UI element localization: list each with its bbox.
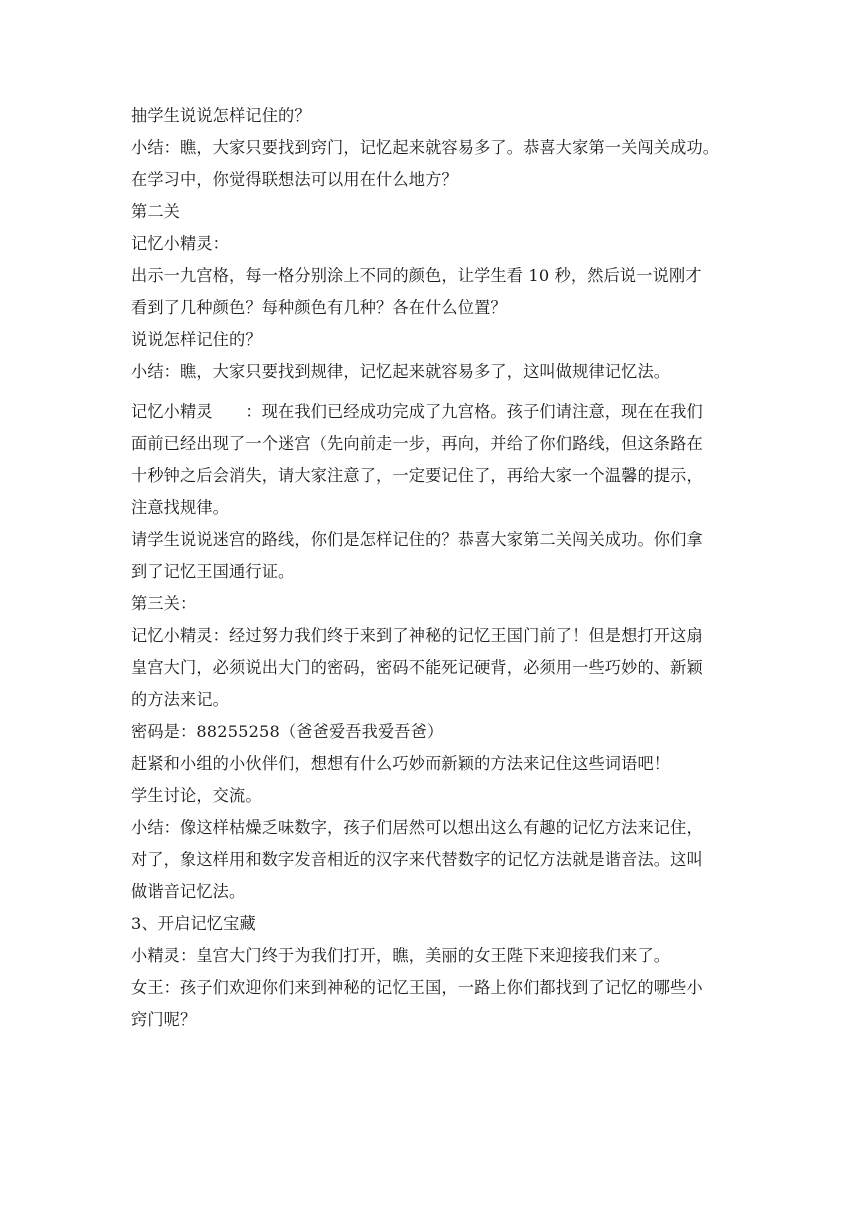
paragraph-line: 做谐音记忆法。 [131,882,246,901]
paragraph-line: 面前已经出现了一个迷宫（先向前走一步，再向，并给了你们路线，但这条路在 [131,434,703,453]
paragraph-line: 注意找规律。 [131,498,230,517]
paragraph-line: 在学习中，你觉得联想法可以用在什么地方？ [131,170,458,189]
paragraph-line: 十秒钟之后会消失，请大家注意了，一定要记住了，再给大家一个温馨的提示， [131,466,703,485]
paragraph-line: 赶紧和小组的小伙伴们，想想有什么巧妙而新颖的方法来记住这些词语吧！ [131,754,671,773]
paragraph-line: 说说怎样记住的？ [131,330,262,349]
paragraph-line: 小结：瞧，大家只要找到规律，记忆起来就容易多了，这叫做规律记忆法。 [131,362,671,381]
paragraph-line: 看到了几种颜色？每种颜色有几种？各在什么位置？ [131,298,507,317]
paragraph-line: 女王：孩子们欢迎你们来到神秘的记忆王国，一路上你们都找到了记忆的哪些小 [131,978,703,997]
paragraph-line: 窍门呢？ [131,1010,197,1029]
paragraph-line: 记忆小精灵：经过努力我们终于来到了神秘的记忆王国门前了！但是想打开这扇 [131,626,703,645]
paragraph-line: 的方法来记。 [131,690,230,709]
paragraph-line: 小精灵：皇宫大门终于为我们打开，瞧，美丽的女王陛下来迎接我们来了。 [131,946,671,965]
paragraph-line: 学生讨论，交流。 [131,786,262,805]
paragraph-line: 小结：瞧，大家只要找到窍门，记忆起来就容易多了。恭喜大家第一关闯关成功。 [131,138,720,157]
section-heading: 第二关 [131,202,181,221]
paragraph-line: 请学生说说迷宫的路线，你们是怎样记住的？恭喜大家第二关闯关成功。你们拿 [131,530,703,549]
paragraph-line: 小结：像这样枯燥乏味数字，孩子们居然可以想出这么有趣的记忆方法来记住， [131,818,703,837]
paragraph-line: 出示一九宫格，每一格分别涂上不同的颜色，让学生看 10 秒，然后说一说刚才 [131,266,702,285]
paragraph-line: 对了，象这样用和数字发音相近的汉字来代替数字的记忆方法就是谐音法。这叫 [131,850,703,869]
section-heading: 第三关： [131,594,197,613]
paragraph-line: 抽学生说说怎样记住的？ [131,106,311,125]
paragraph-line: 到了记忆王国通行证。 [131,562,295,581]
paragraph-line: 记忆小精灵： [131,234,230,253]
document-body [131,104,731,1032]
paragraph-line: 皇宫大门，必须说出大门的密码，密码不能死记硬背，必须用一些巧妙的、新颖 [131,658,703,677]
password-line: 密码是：88255258（爸爸爱吾我爱吾爸） [131,722,444,741]
section-heading: 3、开启记忆宝藏 [131,914,256,933]
paragraph-line: 记忆小精灵 ：现在我们已经成功完成了九宫格。孩子们请注意，现在在我们 [131,402,703,421]
